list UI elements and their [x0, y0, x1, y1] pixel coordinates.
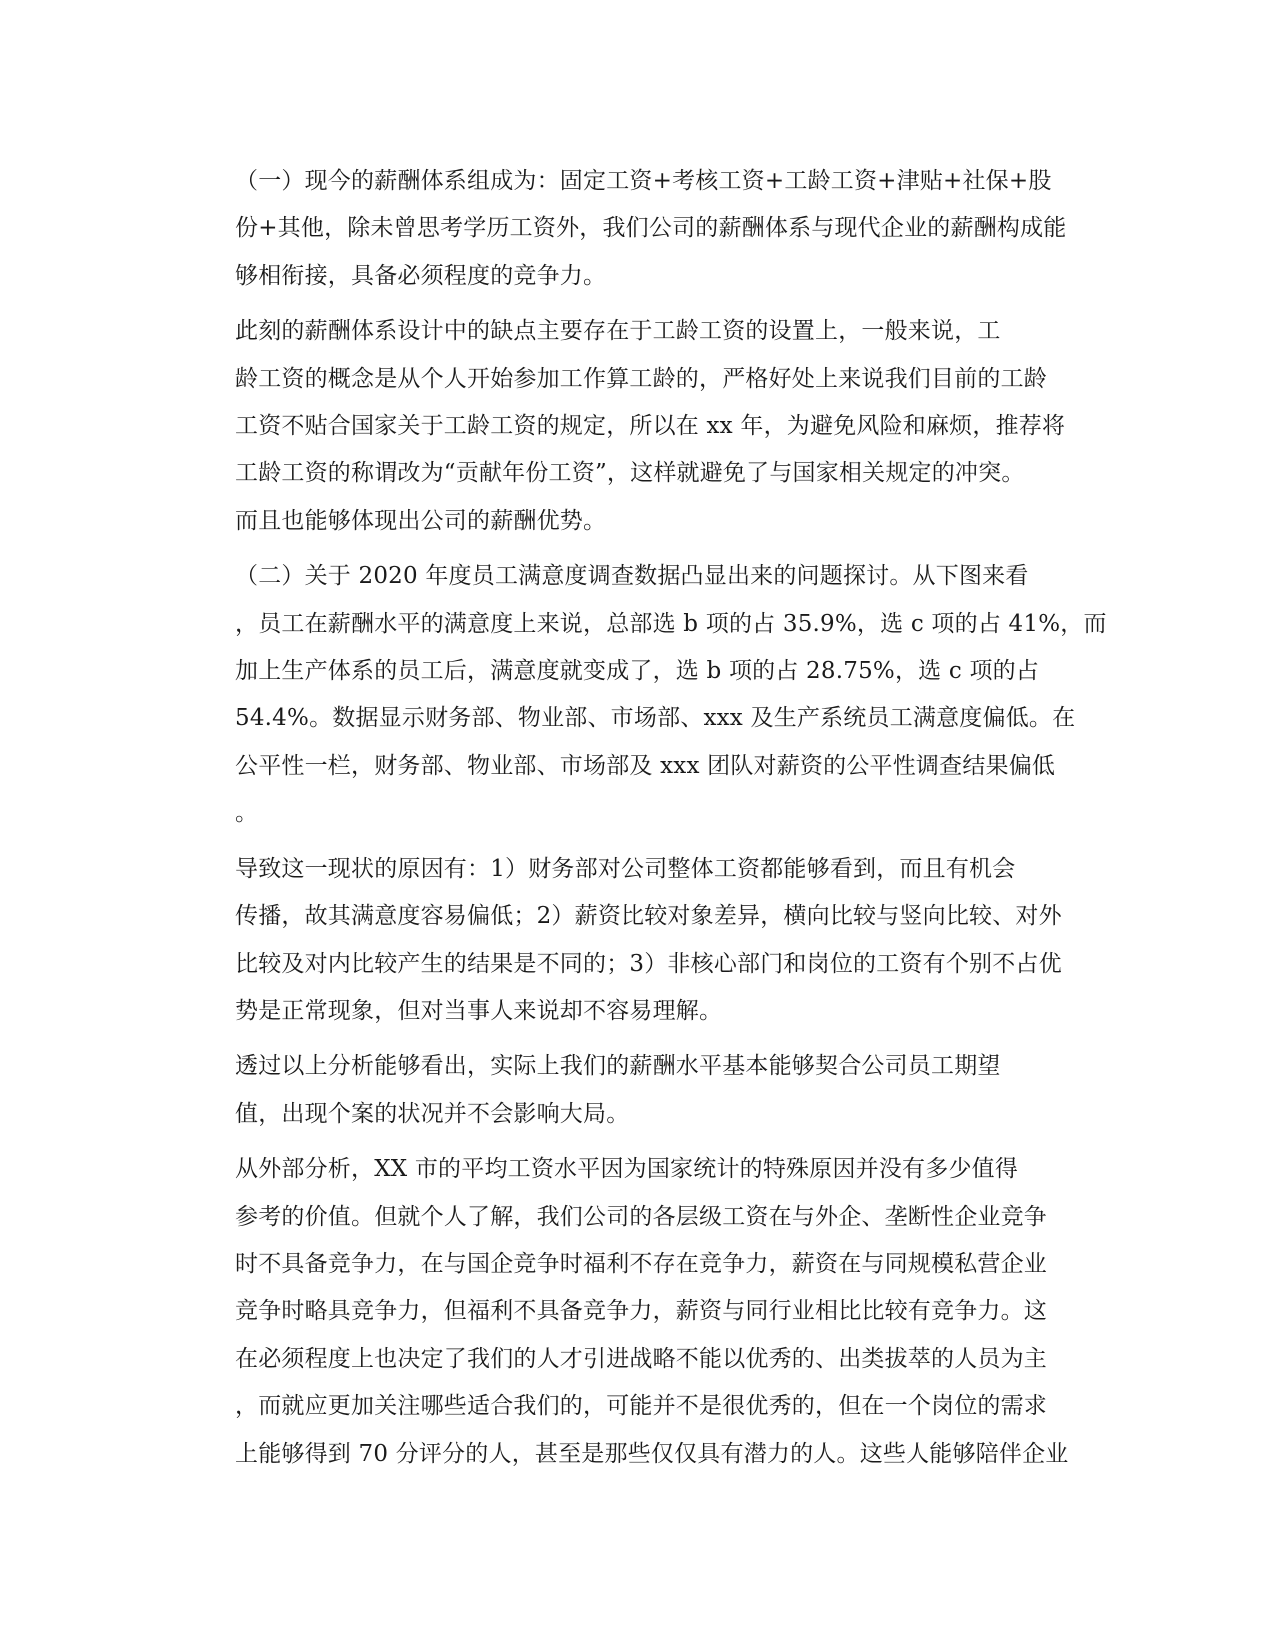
text-line: 54.4%。数据显示财务部、物业部、市场部、xxx 及生产系统员工满意度偏低。在 [235, 705, 1076, 732]
text-line: 而且也能够体现出公司的薪酬优势。 [235, 507, 607, 534]
paragraph-satisfaction-survey [189, 553, 1107, 837]
text-line: 从外部分析，XX 市的平均工资水平因为国家统计的特殊原因并没有多少值得 [235, 1156, 1019, 1183]
paragraph-seniority-wage [189, 308, 1074, 545]
text-line: 参考的价值。但就个人了解，我们公司的各层级工资在与外企、垄断性企业竞争 [235, 1203, 1047, 1230]
text-line: 在必须程度上也决定了我们的人才引进战略不能以优秀的、出类拔萃的人员为主 [235, 1345, 1047, 1372]
text-line: （二）关于 2020 年度员工满意度调查数据凸显出来的问题探讨。从下图来看 [235, 563, 1029, 590]
text-line: （一）现今的薪酬体系组成为：固定工资+考核工资+工龄工资+津贴+社保+股 [235, 168, 1052, 194]
text-line: 竞争时略具竞争力，但福利不具备竞争力，薪资与同行业相比比较有竞争力。这 [235, 1298, 1047, 1325]
text-line: 够相衔接，具备必须程度的竞争力。 [235, 262, 607, 289]
text-line: 导致这一现状的原因有：1）财务部对公司整体工资都能够看到，而且有机会 [235, 855, 1016, 882]
paragraph-causes [189, 846, 1074, 1036]
text-line: 时不具备竞争力，在与国企竞争时福利不存在竞争力，薪资在与同规模私营企业 [235, 1250, 1047, 1277]
text-line: 势是正常现象，但对当事人来说却不容易理解。 [235, 997, 723, 1024]
text-line: 比较及对内比较产生的结果是不同的；3）非核心部门和岗位的工资有个别不占优 [235, 950, 1062, 977]
text-line: 透过以上分析能够看出，实际上我们的薪酬水平基本能够契合公司员工期望 [235, 1053, 1001, 1080]
text-line: 上能够得到 70 分评分的人，甚至是那些仅仅具有潜力的人。这些人能够陪伴企业 [235, 1440, 1069, 1467]
text-line: 。 [235, 800, 259, 827]
paragraph-analysis-conclusion [189, 1043, 1074, 1138]
text-line: 公平性一栏，财务部、物业部、市场部及 xxx 团队对薪资的公平性调查结果偏低 [235, 752, 1056, 779]
paragraph-external-analysis [189, 1146, 1074, 1478]
text-line: 工资不贴合国家关于工龄工资的规定，所以在 xx 年，为避免风险和麻烦，推荐将 [235, 413, 1066, 440]
text-line: 龄工资的概念是从个人开始参加工作算工龄的，严格好处上来说我们目前的工龄 [235, 365, 1047, 392]
text-line: 工龄工资的称谓改为“贡献年份工资”，这样就避免了与国家相关规定的冲突。 [235, 460, 1025, 487]
text-line: 加上生产体系的员工后，满意度就变成了，选 b 项的占 28.75%，选 c 项的占 [235, 658, 1040, 685]
text-line: ，而就应更加关注哪些适合我们的，可能并不是很优秀的，但在一个岗位的需求 [235, 1393, 1047, 1420]
paragraph-salary-structure [189, 158, 1074, 300]
text-line: 此刻的薪酬体系设计中的缺点主要存在于工龄工资的设置上，一般来说，工 [235, 318, 1001, 345]
text-line: 份+其他，除未曾思考学历工资外，我们公司的薪酬体系与现代企业的薪酬构成能 [235, 215, 1067, 242]
text-line: ，员工在薪酬水平的满意度上来说，总部选 b 项的占 35.9%，选 c 项的占 41%，而 [235, 610, 1107, 637]
text-line: 值，出现个案的状况并不会影响大局。 [235, 1100, 630, 1127]
document-body [189, 158, 1107, 1478]
text-line: 传播，故其满意度容易偏低；2）薪资比较对象差异，横向比较与竖向比较、对外 [235, 903, 1062, 930]
